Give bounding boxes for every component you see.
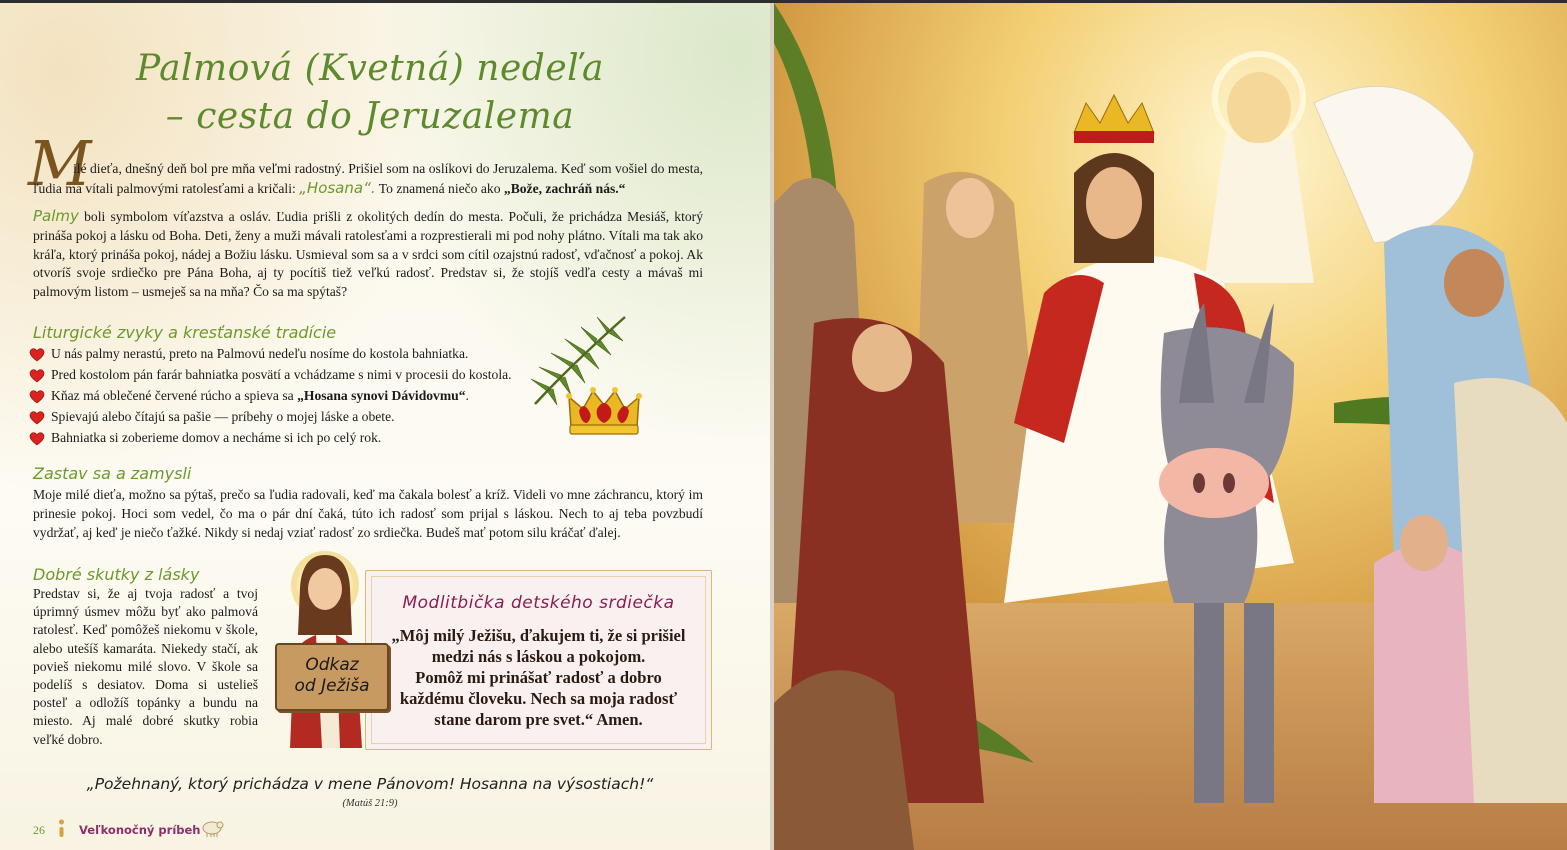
zastav-paragraph: Moje milé dieťa, možno sa pýtaš, prečo sa ľudia radovali, keď ma čakala bolesť a kríž. Videli vo mne záchrancu, ktorý im prinesie pokoj. Hoci som vedel, čo ma o pár dní čaká, túto ich radosť som prijal s láskou. Nech to aj teba povzbudí vydržať, aj keď je niečo ťažké. Nikdy si nedaj vziať radosť zo srdiečka. Budeš mať potom silu kráčať ďalej. xyxy=(33,487,703,540)
heart-icon xyxy=(29,389,45,404)
prayer-line: medzi nás s láskou a pokojom. xyxy=(431,647,646,666)
list-item xyxy=(29,428,549,448)
palmy-text: boli symbolom víťazstva a osláv. Ľudia prišli z okolitých dedín do mesta. Počuli, že prichádza Mesiáš, ktorý prináša pokoj a lásku od Boha. Deti, ženy a muži mávali ratolesťami a rozprestierali mi pod nohy plátno. Vítali ma tak ako kráľa, ktorý prináša pokoj, nádej a Božiu lásku. Usmieval som sa a v srdci som cítil ozajstnú radosť, vďačnosť a pokoj. Ak otvoríš svoje srdiečko pre Pána Boha, aj ty pocítiš tiež veľkú radosť. Predstav si, že stojíš vedľa cesty a mávaš mi palmovým listom – usmeješ sa na mňa? Čo sa ma spýtaš? xyxy=(33,209,703,300)
list-item-end: . xyxy=(465,388,469,403)
list-item xyxy=(29,344,549,364)
skutky-paragraph: Predstav si, že aj tvoja radosť a tvoj úprimný úsmev môžu byť ako palmová ratolesť. Keď pomôžeš niekomu v škole, alebo utešíš kamaráta. Niekedy stačí, ak povieš niekomu milé slovo. V škole sa podelíš s desiatov. Doma si ustelieš posteľ a odložíš topánky a bundu na miesto. Aj malé dobré skutky robia veľké dobro. xyxy=(33,586,258,747)
liturgy-heading: Liturgické zvyky a kresťanské tradície xyxy=(33,323,337,342)
page-title-line1: Palmová (Kvetná) nedeľa xyxy=(135,48,605,89)
zastav-heading: Zastav sa a zamysli xyxy=(33,464,192,483)
palmy-heading: Palmy xyxy=(33,207,79,225)
palmy-paragraph xyxy=(33,207,703,302)
prayer-box xyxy=(365,570,712,750)
sign-line2: od Ježiša xyxy=(294,676,370,696)
prayer-title: Modlitbička detského srdiečka xyxy=(402,593,675,613)
intro-paragraph xyxy=(33,160,703,199)
prayer-line: stane darom pre svet.“ Amen. xyxy=(434,710,643,729)
page-number: 26 xyxy=(33,823,45,837)
prayer-text xyxy=(376,625,701,730)
list-item-text: Kňaz má oblečené červené rúcho a spieva sa xyxy=(51,388,298,403)
hosana-word: „Hosana“. xyxy=(299,178,376,197)
list-item-text: U nás palmy nerastú, preto na Palmovú nedeľu nosíme do kostola bahniatka. xyxy=(51,346,469,361)
heart-icon xyxy=(29,431,45,446)
intro-text: ilé dieťa, dnešný deň bol pre mňa veľmi radostný. Prišiel som na oslíkovi do Jeruzalema. Keď som vošiel do mesta, ľudia ma vítali palmovými ratolesťami a kričali: xyxy=(33,161,703,196)
bible-quote: „Požehnaný, ktorý prichádza v mene Pánovom! Hosanna na výsostiach!“ xyxy=(86,775,654,793)
right-page-illustration xyxy=(774,3,1567,850)
book-title: Veľkonočný príbeh xyxy=(79,823,201,837)
intro-bold: „Bože, zachráň nás.“ xyxy=(503,180,626,196)
list-item-bold: „Hosana synovi Dávidovmu“ xyxy=(297,388,466,403)
message-sign xyxy=(275,643,389,711)
heart-icon xyxy=(29,347,45,362)
skutky-heading: Dobré skutky z lásky xyxy=(33,565,200,584)
heart-icon xyxy=(29,368,45,383)
lamb-icon xyxy=(200,817,224,839)
liturgy-list xyxy=(29,344,549,449)
intro-text-2: To znamená niečo ako xyxy=(375,180,504,196)
prayer-line: „Môj milý Ježišu, ďakujem ti, že si prišiel xyxy=(391,626,686,645)
prayer-line: Pomôž mi prinášať radosť a dobro xyxy=(415,668,662,687)
sign-line1: Odkaz xyxy=(305,655,359,675)
heart-icon xyxy=(29,410,45,425)
left-page xyxy=(0,3,770,850)
drop-cap: M xyxy=(28,127,92,200)
crown-icon xyxy=(565,383,643,439)
footer-ornament-icon xyxy=(58,819,65,839)
prayer-line: každému človeku. Nech sa moja radosť xyxy=(399,689,678,708)
list-item xyxy=(29,407,549,427)
page-title-line2: – cesta do Jeruzalema xyxy=(165,96,575,137)
palm-sunday-illustration xyxy=(774,3,1567,850)
bible-reference: (Matúš 21:9) xyxy=(342,798,398,809)
list-item xyxy=(29,386,549,406)
list-item-text: Bahniatka si zoberieme domov a necháme si ich po celý rok. xyxy=(51,430,382,445)
list-item xyxy=(29,365,549,385)
list-item-text: Pred kostolom pán farár bahniatka posvätí a vchádzame s nimi v procesii do kostola. xyxy=(51,367,512,382)
list-item-text: Spievajú alebo čítajú sa pašie — príbehy o mojej láske a obete. xyxy=(51,409,395,424)
